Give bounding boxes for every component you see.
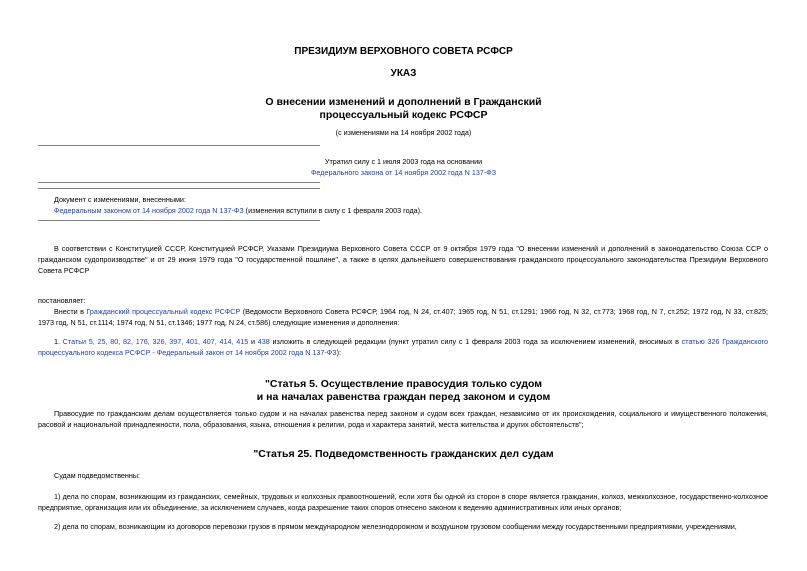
document-title-line1: О внесении изменений и дополнений в Гражданский — [265, 96, 542, 108]
expiry-text: Утратил силу с 1 июля 2003 года на основании — [324, 157, 483, 166]
article-5-heading — [0, 378, 807, 404]
decrees-word: постановляет: — [38, 296, 86, 305]
article-25-item-2: 2) дела по спорам, возникающим из договоров перевозки грузов в прямом международном железнодорожном и воздушном грузовом сообщении между государственными предприятиями, учреждениями, — [54, 522, 737, 531]
item-1-prefix: 1. — [54, 337, 63, 346]
revision-note: (с изменениями на 14 ноября 2002 года) — [335, 128, 472, 137]
intro-paragraph — [38, 306, 768, 328]
item-1-text: изложить в следующей редакции (пункт утратил силу с 1 февраля 2003 года за исключением изменений, вносимых в — [269, 337, 682, 346]
changes-note — [54, 194, 754, 216]
preamble: В соответствии с Конституцией СССР, Конституцией РСФСР, Указами Президиума Верховного Совета СССР от 9 октября 1979 года "О внесении изменений и дополнений в законодательство Союза ССР о гражданском судопроизводстве" и от 29 июня 1979 года "О государственной пошлине", а также в целях дальнейшего совершенствования гражданского процессуального законодательства Президиум Верховного Совета РСФСР — [38, 244, 768, 275]
changes-law-link[interactable]: Федеральным законом от 14 ноября 2002 года N 137-ФЗ — [54, 206, 244, 215]
divider — [38, 188, 320, 189]
article-25-intro: Судам подведомственны: — [54, 471, 141, 480]
divider — [38, 220, 320, 221]
civil-procedure-code-link[interactable]: Гражданский процессуальный кодекс РСФСР — [86, 307, 241, 316]
divider — [38, 145, 320, 146]
article-5-text: Правосудие по гражданским делам осуществляется только судом и на началах равенства перед законом и судом всех граждан, независимо от их происхождения, социального и имущественного положения, расовой и национальной принадлежности, пола, образования, языка, отношения к религии, рода и характера занятий, места жительства и других обстоятельств"; — [38, 409, 768, 429]
item-1-suffix: ): — [336, 348, 341, 357]
article-5-heading-line1: "Статья 5. Осуществление правосудия только судом — [264, 378, 543, 390]
expiry-law-link[interactable]: Федерального закона от 14 ноября 2002 года N 137-ФЗ — [310, 168, 497, 177]
article-25-item-1: 1) дела по спорам, возникающим из гражданских, семейных, трудовых и колхозных правоотношений, если хотя бы одной из сторон в споре является гражданин, колхоз, межколхозное, государственно-колхозное предприятие, организация или их объединение, за исключением случаев, когда разрешение таких споров отнесено законом к ведению административных или иных органов; — [38, 492, 768, 512]
intro-text: (Ведомости Верховного Совета РСФСР, 1964 год, N 24, ст.407; 1965 год, N 51, ст.1291; 1966 год, N 32, ст.773; 1968 год, N 7, ст.252; 1972 год, N 33, ст.825; 1973 год, N 51, ст.1114; 1974 год, N 51, ст.1346; 1977 год, N 24, ст.586) следующие изменения и дополнения: — [38, 307, 769, 327]
article-5-heading-line2: и на началах равенства граждан перед законом и судом — [256, 391, 551, 403]
item-1-text: и — [248, 337, 258, 346]
document-title-line2: процессуальный кодекс РСФСР — [319, 109, 488, 121]
decree-heading: УКАЗ — [390, 68, 417, 79]
article-326-link[interactable]: статью 326 Гражданского процессуального кодекса РСФСР - Федеральный закон от 14 ноября 2002 года N 137-ФЗ — [38, 337, 768, 357]
expiry-note — [0, 156, 807, 178]
presidium-heading: ПРЕЗИДИУМ ВЕРХОВНОГО СОВЕТА РСФСР — [294, 46, 513, 57]
divider — [38, 182, 320, 183]
changes-label: Документ с изменениями, внесенными: — [54, 195, 186, 204]
articles-link[interactable]: Статьи 5, 25, 80, 82, 176, 326, 397, 401, 407, 414, 415 — [62, 337, 249, 346]
article-438-link[interactable]: 438 — [257, 337, 270, 346]
intro-prefix: Внести в — [54, 307, 87, 316]
article-25-heading: "Статья 25. Подведомственность гражданских дел судам — [253, 448, 554, 460]
item-1 — [38, 336, 768, 358]
changes-suffix: (изменения вступили в силу с 1 февраля 2003 года). — [243, 206, 423, 215]
document-title — [0, 96, 807, 122]
